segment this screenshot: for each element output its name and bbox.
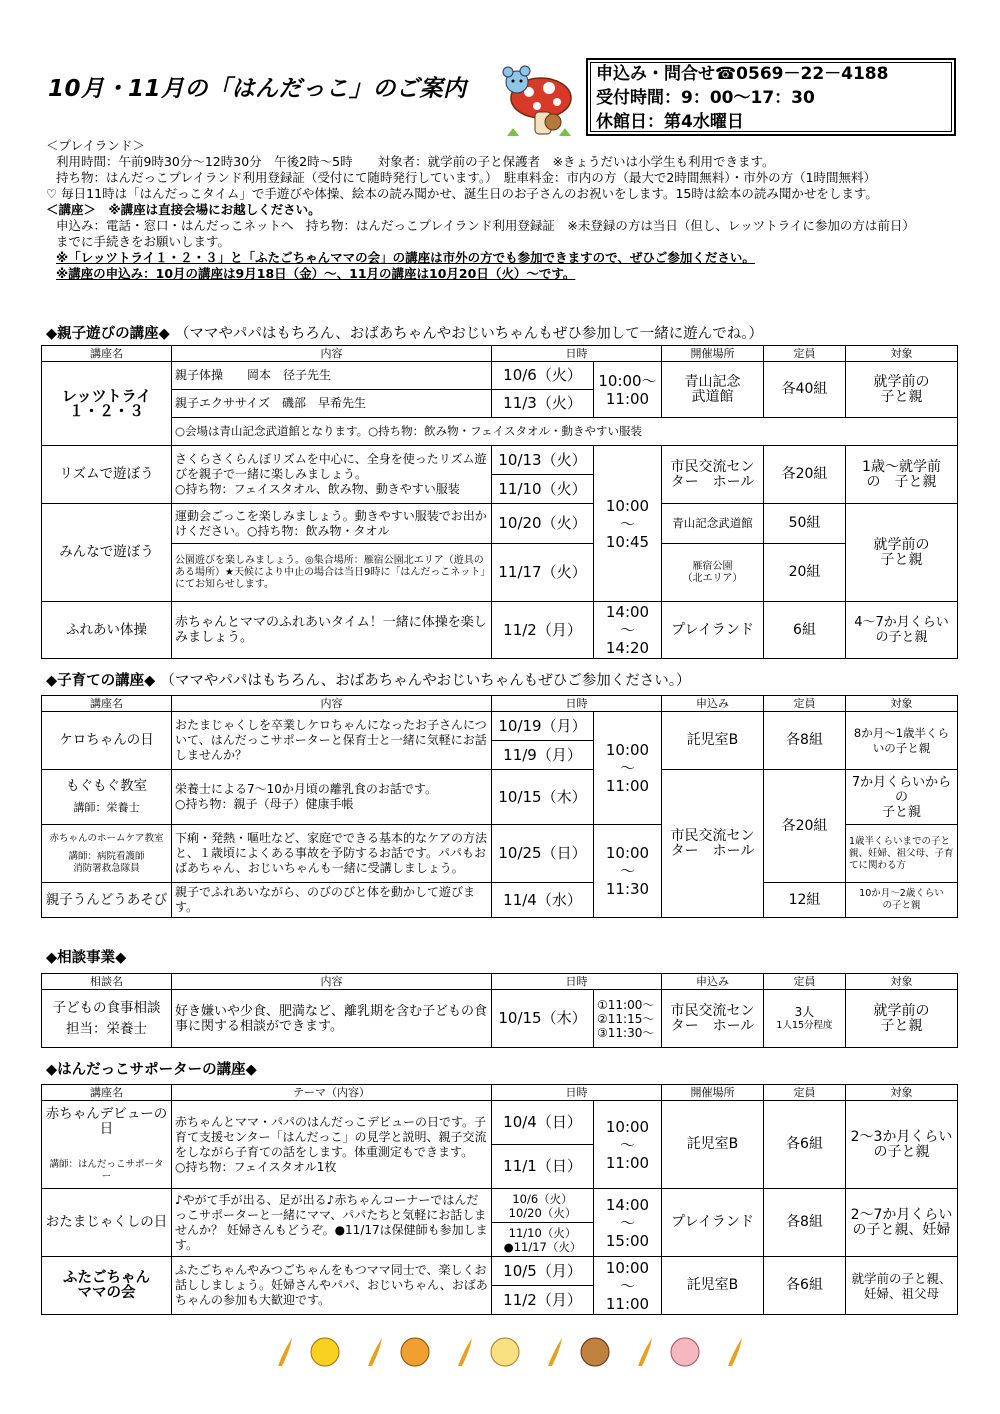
course-capacity: 各20組 xyxy=(764,446,846,504)
course-time: 10:00 ～ 11:00 xyxy=(594,1101,662,1189)
col-header: 定員 xyxy=(764,974,846,990)
course-date: 10/20（火） xyxy=(492,504,594,544)
section-subtitle: （ママやパパはもちろん、おばあちゃんやおじいちゃんもぜひご参加ください。） xyxy=(160,673,691,689)
contact-phone: 申込み・問合せ☎0569－22－4188 xyxy=(596,64,889,84)
course-lecturer: 担当：栄養士 xyxy=(66,1020,147,1037)
section-heading xyxy=(46,322,763,343)
course-target: 就学前の子と親、 妊婦、祖父母 xyxy=(846,1257,958,1315)
course-time: 10:00 ～ 11:00 xyxy=(594,1257,662,1315)
consultation-table xyxy=(41,973,958,1048)
course-lecturer: 講師：病院看護師 消防署救急隊員 xyxy=(68,850,145,874)
intro-note: ※講座の申込み：10月の講座は9月18日（金）～、11月の講座は10月20日（火）～です。 xyxy=(56,266,576,281)
course-date: 10/5（月） xyxy=(492,1257,594,1286)
col-header: 申込み xyxy=(662,696,764,712)
course-capacity: 各6組 xyxy=(764,1101,846,1189)
wheat-icon xyxy=(278,1338,292,1366)
course-target: 2～7か月くらい の子と親、妊婦 xyxy=(846,1189,958,1257)
section-title: ◆親子遊びの講座◆ xyxy=(46,326,170,342)
course-time: 10:00 ～ 11:30 xyxy=(594,825,662,918)
course-date: 11/3（火） xyxy=(492,390,594,418)
course-date: 11/17（火） xyxy=(492,544,594,602)
col-header: 日時 xyxy=(492,974,662,990)
footer-animals-decoration xyxy=(270,1330,750,1370)
intro-line: までに手続きをお願いします。 xyxy=(56,234,231,249)
course-name-cell xyxy=(42,990,172,1048)
course-capacity: 12組 xyxy=(764,883,846,918)
course-place: 市民交流セン ター ホール xyxy=(662,446,764,504)
contact-closed-day: 休館日：第4水曜日 xyxy=(596,112,744,132)
course-time: 14:00 ～ 15:00 xyxy=(594,1189,662,1257)
course-content: さくらさくらんぼリズムを中心に、全身を使ったリズム遊びを親子で一緒に楽しみましょう。 ○持ち物：フェイスタオル、飲み物、動きやすい服装 xyxy=(172,446,492,504)
course-name-cell xyxy=(42,770,172,825)
col-header: 開催場所 xyxy=(662,1085,764,1101)
course-date: 10/4（日） xyxy=(492,1101,594,1145)
course-name: おたまじゃくしの日 xyxy=(42,1189,172,1257)
course-date: 11/4（水） xyxy=(492,883,594,918)
intro-note: ※「レッツトライ１・２・３」と「ふたごちゃんママの会」の講座は市外の方でも参加できますので、ぜひご参加ください。 xyxy=(56,250,755,265)
course-date: 11/2（月） xyxy=(492,1286,594,1315)
col-header: 対象 xyxy=(846,974,958,990)
supporter-table xyxy=(41,1084,958,1315)
course-content: おたまじゃくしを卒業しケロちゃんになったお子さんについて、はんだっこサポーターと保育士と一緒に気軽にお話しませんか？ xyxy=(172,712,492,770)
course-name: ふたごちゃん ママの会 xyxy=(42,1257,172,1315)
course-time: 10:00 ～ 10:45 xyxy=(594,446,662,602)
course-name: もぐもぐ教室 xyxy=(66,778,147,794)
col-header: 内容 xyxy=(172,974,492,990)
course-content: ♪やがて手が出る、足が出る♪赤ちゃんコーナーではんだっこサポーターと一緒にママ、パパたちと気軽にお話しませんか？ 妊婦さんもどうぞ。●11/17は保健師も参加します。 xyxy=(172,1189,492,1257)
course-place: 青山記念武道館 xyxy=(662,504,764,544)
col-header: 定員 xyxy=(764,696,846,712)
course-date: 11/1（日） xyxy=(492,1145,594,1189)
course-date: 10/15（木） xyxy=(492,770,594,825)
course-place: プレイランド xyxy=(662,602,764,659)
col-header: 内容 xyxy=(172,346,492,362)
intro-line: 申込み：電話・窓口・はんだっこネットへ 持ち物：はんだっこプレイランド利用登録証 ※未登録の方は当日（但し、レッツトライに参加の方は前日） xyxy=(56,218,915,233)
course-date: 10/15（木） xyxy=(492,990,594,1048)
mushroom-mascot-icon xyxy=(497,62,577,140)
course-note: ○会場は青山記念武道館となります。○持ち物：飲み物・フェイスタオル・動きやすい服装 xyxy=(172,418,958,446)
intro-line: ♡ 毎日11時は「はんだっこタイム」で手遊びや体操、絵本の読み聞かせ、誕生日のお子さんのお祝いをします。15時は絵本の読み聞かせをします。 xyxy=(46,186,878,201)
course-capacity: 各8組 xyxy=(764,1189,846,1257)
course-place: 雁宿公園 （北エリア） xyxy=(662,544,764,602)
course-capacity: 6組 xyxy=(764,602,846,659)
course-capacity: 各20組 xyxy=(764,770,846,883)
course-name: 親子うんどうあそび xyxy=(42,883,172,918)
contact-hours: 受付時間：9：00～17：30 xyxy=(596,88,815,108)
course-name: レッツトライ １・２・３ xyxy=(42,362,172,446)
course-name: 赤ちゃんデビューの日 xyxy=(45,1105,168,1137)
col-header: 講座名 xyxy=(42,346,172,362)
course-name: 赤ちゃんのホームケア教室 xyxy=(49,832,164,844)
wheat-icon xyxy=(638,1338,652,1366)
course-name: ふれあい体操 xyxy=(42,602,172,659)
contact-box xyxy=(586,58,956,136)
col-header: 対象 xyxy=(846,696,958,712)
course-apply: 市民交流セン ター ホール xyxy=(662,990,764,1048)
wheat-icon xyxy=(368,1338,382,1366)
course-apply: 託児室B xyxy=(662,712,764,770)
course-place: 託児室B xyxy=(662,1101,764,1189)
section-title: ◆はんだっこサポーターの講座◆ xyxy=(46,1062,257,1078)
course-content: 赤ちゃんとママ・パパのはんだっこデビューの日です。子育て支援センター「はんだっこ」の見学と説明、親子交流をしながら子育ての話をします。体重測定もできます。 ○持ち物：フェイスタオル1枚 xyxy=(172,1101,492,1189)
intro-line: 持ち物：はんだっこプレイランド利用登録証（受付にて随時発行しています。） 駐車料金：市内の方（最大で2時間無料）・市外の方（1時間無料） xyxy=(56,170,877,185)
course-place: 青山記念 武道館 xyxy=(662,362,764,418)
course-date: 10/13（火） xyxy=(492,446,594,475)
course-content: 親子エクササイズ 磯部 早希先生 xyxy=(172,390,492,418)
course-name: 子どもの食事相談 xyxy=(52,999,161,1016)
intro-line: 利用時間：午前9時30分～12時30分 午後2時～5時 対象者：就学前の子と保護者 ※きょうだいは小学生も利用できます。 xyxy=(56,154,775,169)
course-content: 親子でふれあいながら、のびのびと体を動かして遊びます。 xyxy=(172,883,492,918)
course-target: 1歳～就学前 の 子と親 xyxy=(846,446,958,504)
course-target: 8か月～1歳半くらいの子と親 xyxy=(846,712,958,770)
cat-icon xyxy=(491,1338,519,1366)
course-content: 公園遊びを楽しみましょう。◎集合場所：雁宿公園北エリア（遊具のある場所）★天候により中止の場合は当日9時に「はんだっこネット」にてお知らせします。 xyxy=(172,544,492,602)
col-header: 講座名 xyxy=(42,1085,172,1101)
course-date: 11/10（火） ●11/17（火） xyxy=(492,1223,594,1257)
col-header: 申込み xyxy=(662,974,764,990)
course-capacity: 各40組 xyxy=(764,362,846,418)
course-target: 就学前の 子と親 xyxy=(846,362,958,418)
course-content: 栄養士による7～10か月頃の離乳食のお話です。 ○持ち物：親子（母子）健康手帳 xyxy=(172,770,492,825)
course-name: リズムで遊ぼう xyxy=(42,446,172,504)
section-title: ◆相談事業◆ xyxy=(46,950,127,966)
course-content: 下痢・発熱・嘔吐など、家庭でできる基本的なケアの方法と、１歳頃によくある事故を予防するお話です。パパもおばあちゃん、おじいちゃんも一緒に受講しましょう。 xyxy=(172,825,492,883)
course-date: 10/6（火） xyxy=(492,362,594,390)
section-heading xyxy=(46,1058,257,1079)
course-capacity-cell xyxy=(764,990,846,1048)
course-target: 就学前の 子と親 xyxy=(846,504,958,602)
course-target: 7か月くらいからの 子と親 xyxy=(846,770,958,825)
col-header: 開催場所 xyxy=(662,346,764,362)
course-apply: 市民交流セン ター ホール xyxy=(662,770,764,918)
course-date: 10/19（月） xyxy=(492,712,594,741)
course-capacity: 50組 xyxy=(764,504,846,544)
bear-icon xyxy=(401,1338,429,1366)
course-capacity: 各8組 xyxy=(764,712,846,770)
col-header: 定員 xyxy=(764,1085,846,1101)
playland-heading: ＜プレイランド＞ xyxy=(46,138,145,153)
course-capacity: 各6組 xyxy=(764,1257,846,1315)
col-header: 対象 xyxy=(846,1085,958,1101)
parenting-table xyxy=(41,695,958,918)
course-content: 親子体操 岡本 径子先生 xyxy=(172,362,492,390)
col-header: 日時 xyxy=(492,346,662,362)
intro-block xyxy=(46,138,976,282)
wheat-icon xyxy=(458,1338,472,1366)
wheat-icon xyxy=(728,1338,742,1366)
course-place: 託児室B xyxy=(662,1257,764,1315)
section-subtitle: （ママやパパはもちろん、おばあちゃんやおじいちゃんもぜひ参加して一緒に遊んでね。） xyxy=(174,326,763,342)
course-lecturer: 講師：はんだっこサポーター xyxy=(49,1158,164,1182)
section-title: ◆子育ての講座◆ xyxy=(46,673,156,689)
course-capacity: 20組 xyxy=(764,544,846,602)
course-target: 4～7か月くらい の子と親 xyxy=(846,602,958,659)
course-name-cell xyxy=(42,1101,172,1189)
course-time: 14:00 ～ 14:20 xyxy=(594,602,662,659)
course-name-cell xyxy=(42,825,172,883)
col-header: テーマ（内容） xyxy=(172,1085,492,1101)
raccoon-icon xyxy=(581,1338,609,1366)
course-content: 運動会ごっこを楽しみましょう。動きやすい服装でお出かけください。○持ち物：飲み物・タオル xyxy=(172,504,492,544)
course-date: 11/10（火） xyxy=(492,475,594,504)
course-content: 赤ちゃんとママのふれあいタイム！一緒に体操を楽しみましょう。 xyxy=(172,602,492,659)
course-time: ①11:00～ ②11:15～ ③11:30～ xyxy=(594,990,662,1048)
course-content: ふたごちゃんやみつごちゃんをもつママ同士で、楽しくお話ししましょう。妊婦さんやパパ、おじいちゃん、おばあちゃんの参加も大歓迎です。 xyxy=(172,1257,492,1315)
course-date: 11/9（月） xyxy=(492,741,594,770)
course-time: 10:00 ～ 11:00 xyxy=(594,712,662,825)
section-heading xyxy=(46,946,126,967)
col-header: 講座名 xyxy=(42,696,172,712)
course-target: 2～3か月くらい の子と親 xyxy=(846,1101,958,1189)
course-capacity-note: 1人15分程度 xyxy=(776,1020,833,1031)
course-target: 10か月～2歳くらい の子と親 xyxy=(846,883,958,918)
course-date: 10/6（火） 10/20（火） xyxy=(492,1189,594,1223)
course-time: 10:00～ 11:00 xyxy=(594,362,662,418)
lecture-heading: ＜講座＞ ※講座は直接会場にお越しください。 xyxy=(46,202,321,217)
course-date: 11/2（月） xyxy=(492,602,594,659)
course-place: プレイランド xyxy=(662,1189,764,1257)
course-target: 1歳半くらいまでの子と親、妊婦、祖父母、子育てに関わる方 xyxy=(846,825,958,883)
course-target: 就学前の 子と親 xyxy=(846,990,958,1048)
course-lecturer: 講師：栄養士 xyxy=(73,801,140,814)
course-content: 好き嫌いや少食、肥満など、離乳期を含む子どもの食事に関する相談ができます。 xyxy=(172,990,492,1048)
col-header: 日時 xyxy=(492,1085,662,1101)
course-name: ケロちゃんの日 xyxy=(42,712,172,770)
col-header: 定員 xyxy=(764,346,846,362)
wheat-icon xyxy=(548,1338,562,1366)
col-header: 対象 xyxy=(846,346,958,362)
col-header: 相談名 xyxy=(42,974,172,990)
page-title: 10月・11月の「はんだっこ」のご案内 xyxy=(48,76,467,102)
parent-child-table xyxy=(41,345,958,659)
col-header: 日時 xyxy=(492,696,662,712)
course-name: みんなで遊ぼう xyxy=(42,504,172,602)
section-heading xyxy=(46,669,691,690)
course-capacity: 3人 xyxy=(794,1005,815,1019)
col-header: 内容 xyxy=(172,696,492,712)
chick-icon xyxy=(311,1338,339,1366)
pig-icon xyxy=(671,1338,699,1366)
course-date: 10/25（日） xyxy=(492,825,594,883)
